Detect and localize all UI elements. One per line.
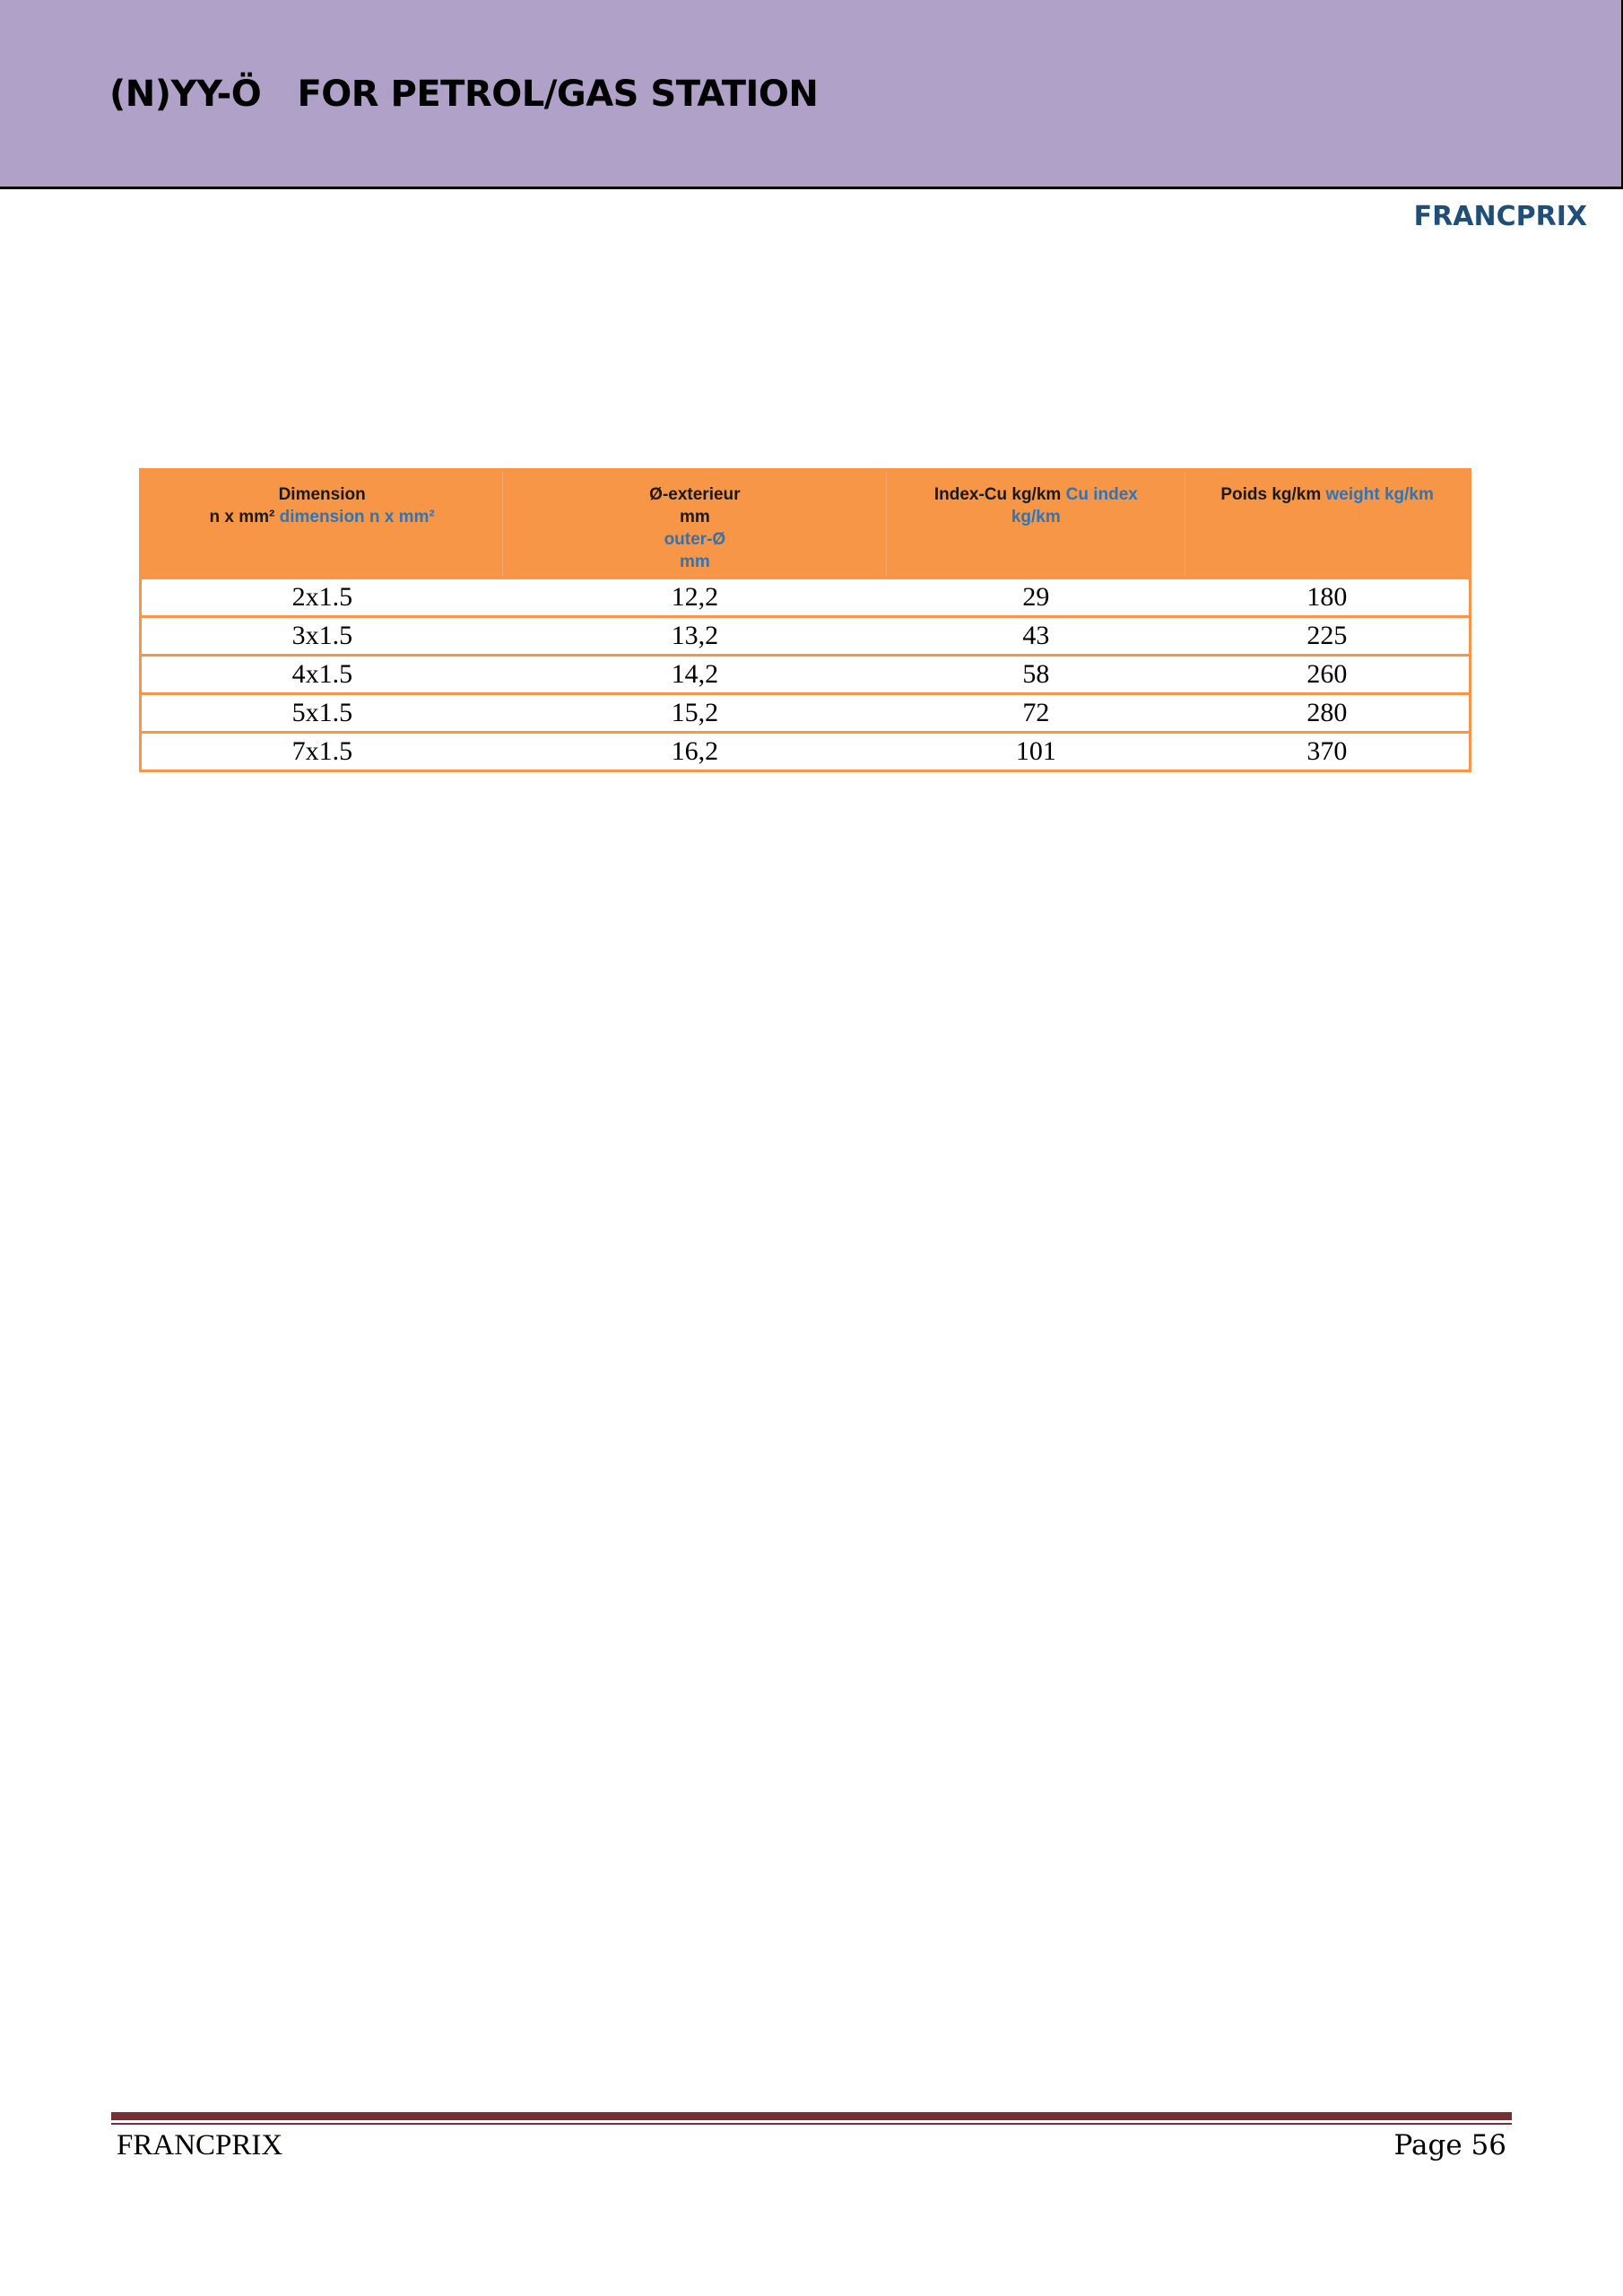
header-text: Dimension [278,485,366,504]
column-header-weight [1185,470,1471,578]
cell-cu-index: 29 [887,578,1185,617]
header-text: Index-Cu kg/km [933,485,1062,504]
table-row [141,656,1471,694]
cell-cu-index: 43 [887,617,1185,656]
footer-brand: FRANCPRIX [117,2129,283,2161]
cell-dimension: 5x1.5 [141,694,503,733]
table-header-row [141,470,1471,578]
header-text-translation: dimension n x mm² [279,508,435,526]
page-number: Page 56 [1393,2129,1506,2161]
brand-label: FRANCPRIX [1413,201,1587,232]
cell-outer-diameter: 14,2 [503,656,887,694]
cell-cu-index: 72 [887,694,1185,733]
column-header-dimension [141,470,503,578]
cell-dimension: 7x1.5 [141,733,503,771]
cell-dimension: 3x1.5 [141,617,503,656]
footer-divider-thin [111,2123,1512,2125]
cell-outer-diameter: 15,2 [503,694,887,733]
table-row [141,694,1471,733]
cell-outer-diameter: 16,2 [503,733,887,771]
table-row [141,578,1471,617]
cell-outer-diameter: 12,2 [503,578,887,617]
footer-divider [111,2112,1512,2120]
cell-dimension: 4x1.5 [141,656,503,694]
cell-outer-diameter: 13,2 [503,617,887,656]
cell-dimension: 2x1.5 [141,578,503,617]
column-header-outer-diameter [503,470,887,578]
cable-spec-table [139,468,1471,772]
cell-weight: 370 [1185,733,1471,771]
header-text-translation: Cu index [1065,485,1138,504]
header-text-translation: mm [679,552,710,571]
header-band [0,0,1623,189]
cell-weight: 260 [1185,656,1471,694]
header-text: Poids kg/km [1220,485,1322,504]
header-text: n x mm² [209,508,275,526]
table-row [141,733,1471,771]
header-text: mm [679,508,710,526]
header-text: Ø-exterieur [649,485,741,504]
cell-weight: 180 [1185,578,1471,617]
table-row [141,617,1471,656]
header-text-translation: outer-Ø [664,530,726,549]
cell-weight: 280 [1185,694,1471,733]
column-header-cu-index [887,470,1185,578]
header-text-translation: kg/km [1011,508,1061,526]
cell-cu-index: 58 [887,656,1185,694]
cell-weight: 225 [1185,617,1471,656]
header-text-translation: weight kg/km [1325,485,1434,504]
cell-cu-index: 101 [887,733,1185,771]
page-title: (N)YY-Ö FOR PETROL/GAS STATION [109,74,819,115]
